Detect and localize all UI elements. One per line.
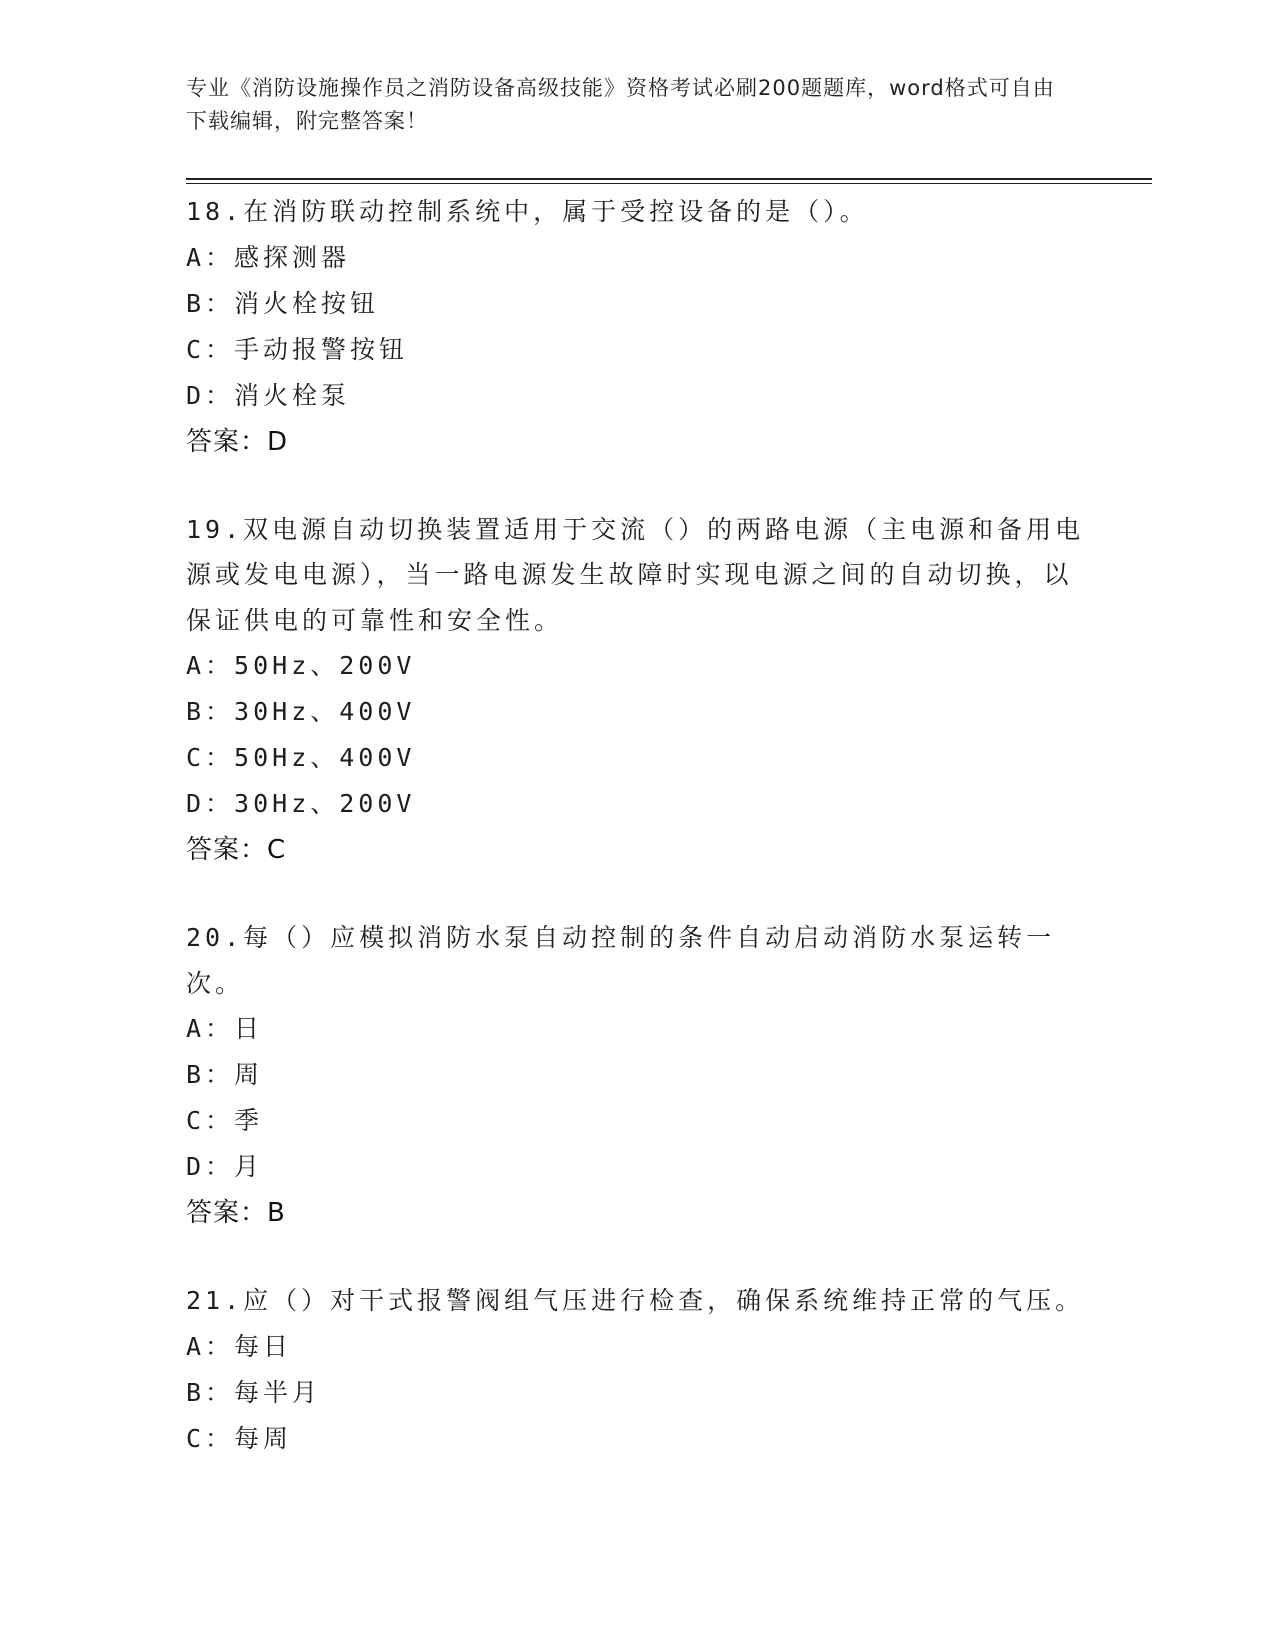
question-stem: 20.每（）应模拟消防水泵自动控制的条件自动启动消防水泵运转一次。 xyxy=(186,923,1056,998)
option-b: B：消火栓按钮 xyxy=(186,288,380,318)
spacer xyxy=(186,465,1086,507)
answer-line: 答案：B xyxy=(186,1198,286,1228)
question-stem: 18.在消防联动控制系统中，属于受控设备的是（）。 xyxy=(186,197,869,226)
option-c: C：每周 xyxy=(186,1423,293,1453)
option-c: C：手动报警按钮 xyxy=(186,334,409,364)
header-divider-thin xyxy=(186,183,1152,184)
spacer xyxy=(186,873,1086,915)
question-stem: 21.应（）对干式报警阀组气压进行检查，确保系统维持正常的气压。 xyxy=(186,1286,1085,1315)
option-a: A：每日 xyxy=(186,1331,293,1361)
question-18 xyxy=(186,189,1086,465)
option-a: A：50Hz、200V xyxy=(186,651,416,680)
option-a: A：感探测器 xyxy=(186,242,351,272)
header-divider-thick xyxy=(186,178,1152,180)
question-stem: 19.双电源自动切换装置适用于交流（）的两路电源（主电源和备用电源或发电电源），当一路电源发生故障时实现电源之间的自动切换，以保证供电的可靠性和安全性。 xyxy=(186,514,1085,635)
option-b: B：每半月 xyxy=(186,1377,322,1407)
option-c: C：50Hz、400V xyxy=(186,743,416,772)
question-21 xyxy=(186,1278,1086,1462)
option-a: A：日 xyxy=(186,1014,264,1043)
document-header: 专业《消防设施操作员之消防设备高级技能》资格考试必刷200题题库，word格式可自由下载编辑，附完整答案！ xyxy=(186,76,1055,133)
question-list xyxy=(186,189,1086,1462)
option-d: D：30Hz、200V xyxy=(186,789,416,818)
option-b: B：30Hz、400V xyxy=(186,697,416,726)
option-c: C：季 xyxy=(186,1106,264,1135)
spacer xyxy=(186,1236,1086,1278)
option-b: B：周 xyxy=(186,1060,264,1089)
question-19 xyxy=(186,507,1086,874)
option-d: D：月 xyxy=(186,1152,264,1181)
answer-line: 答案：D xyxy=(186,426,289,457)
option-d: D：消火栓泵 xyxy=(186,380,351,410)
answer-line: 答案：C xyxy=(186,835,287,865)
question-20 xyxy=(186,915,1086,1236)
